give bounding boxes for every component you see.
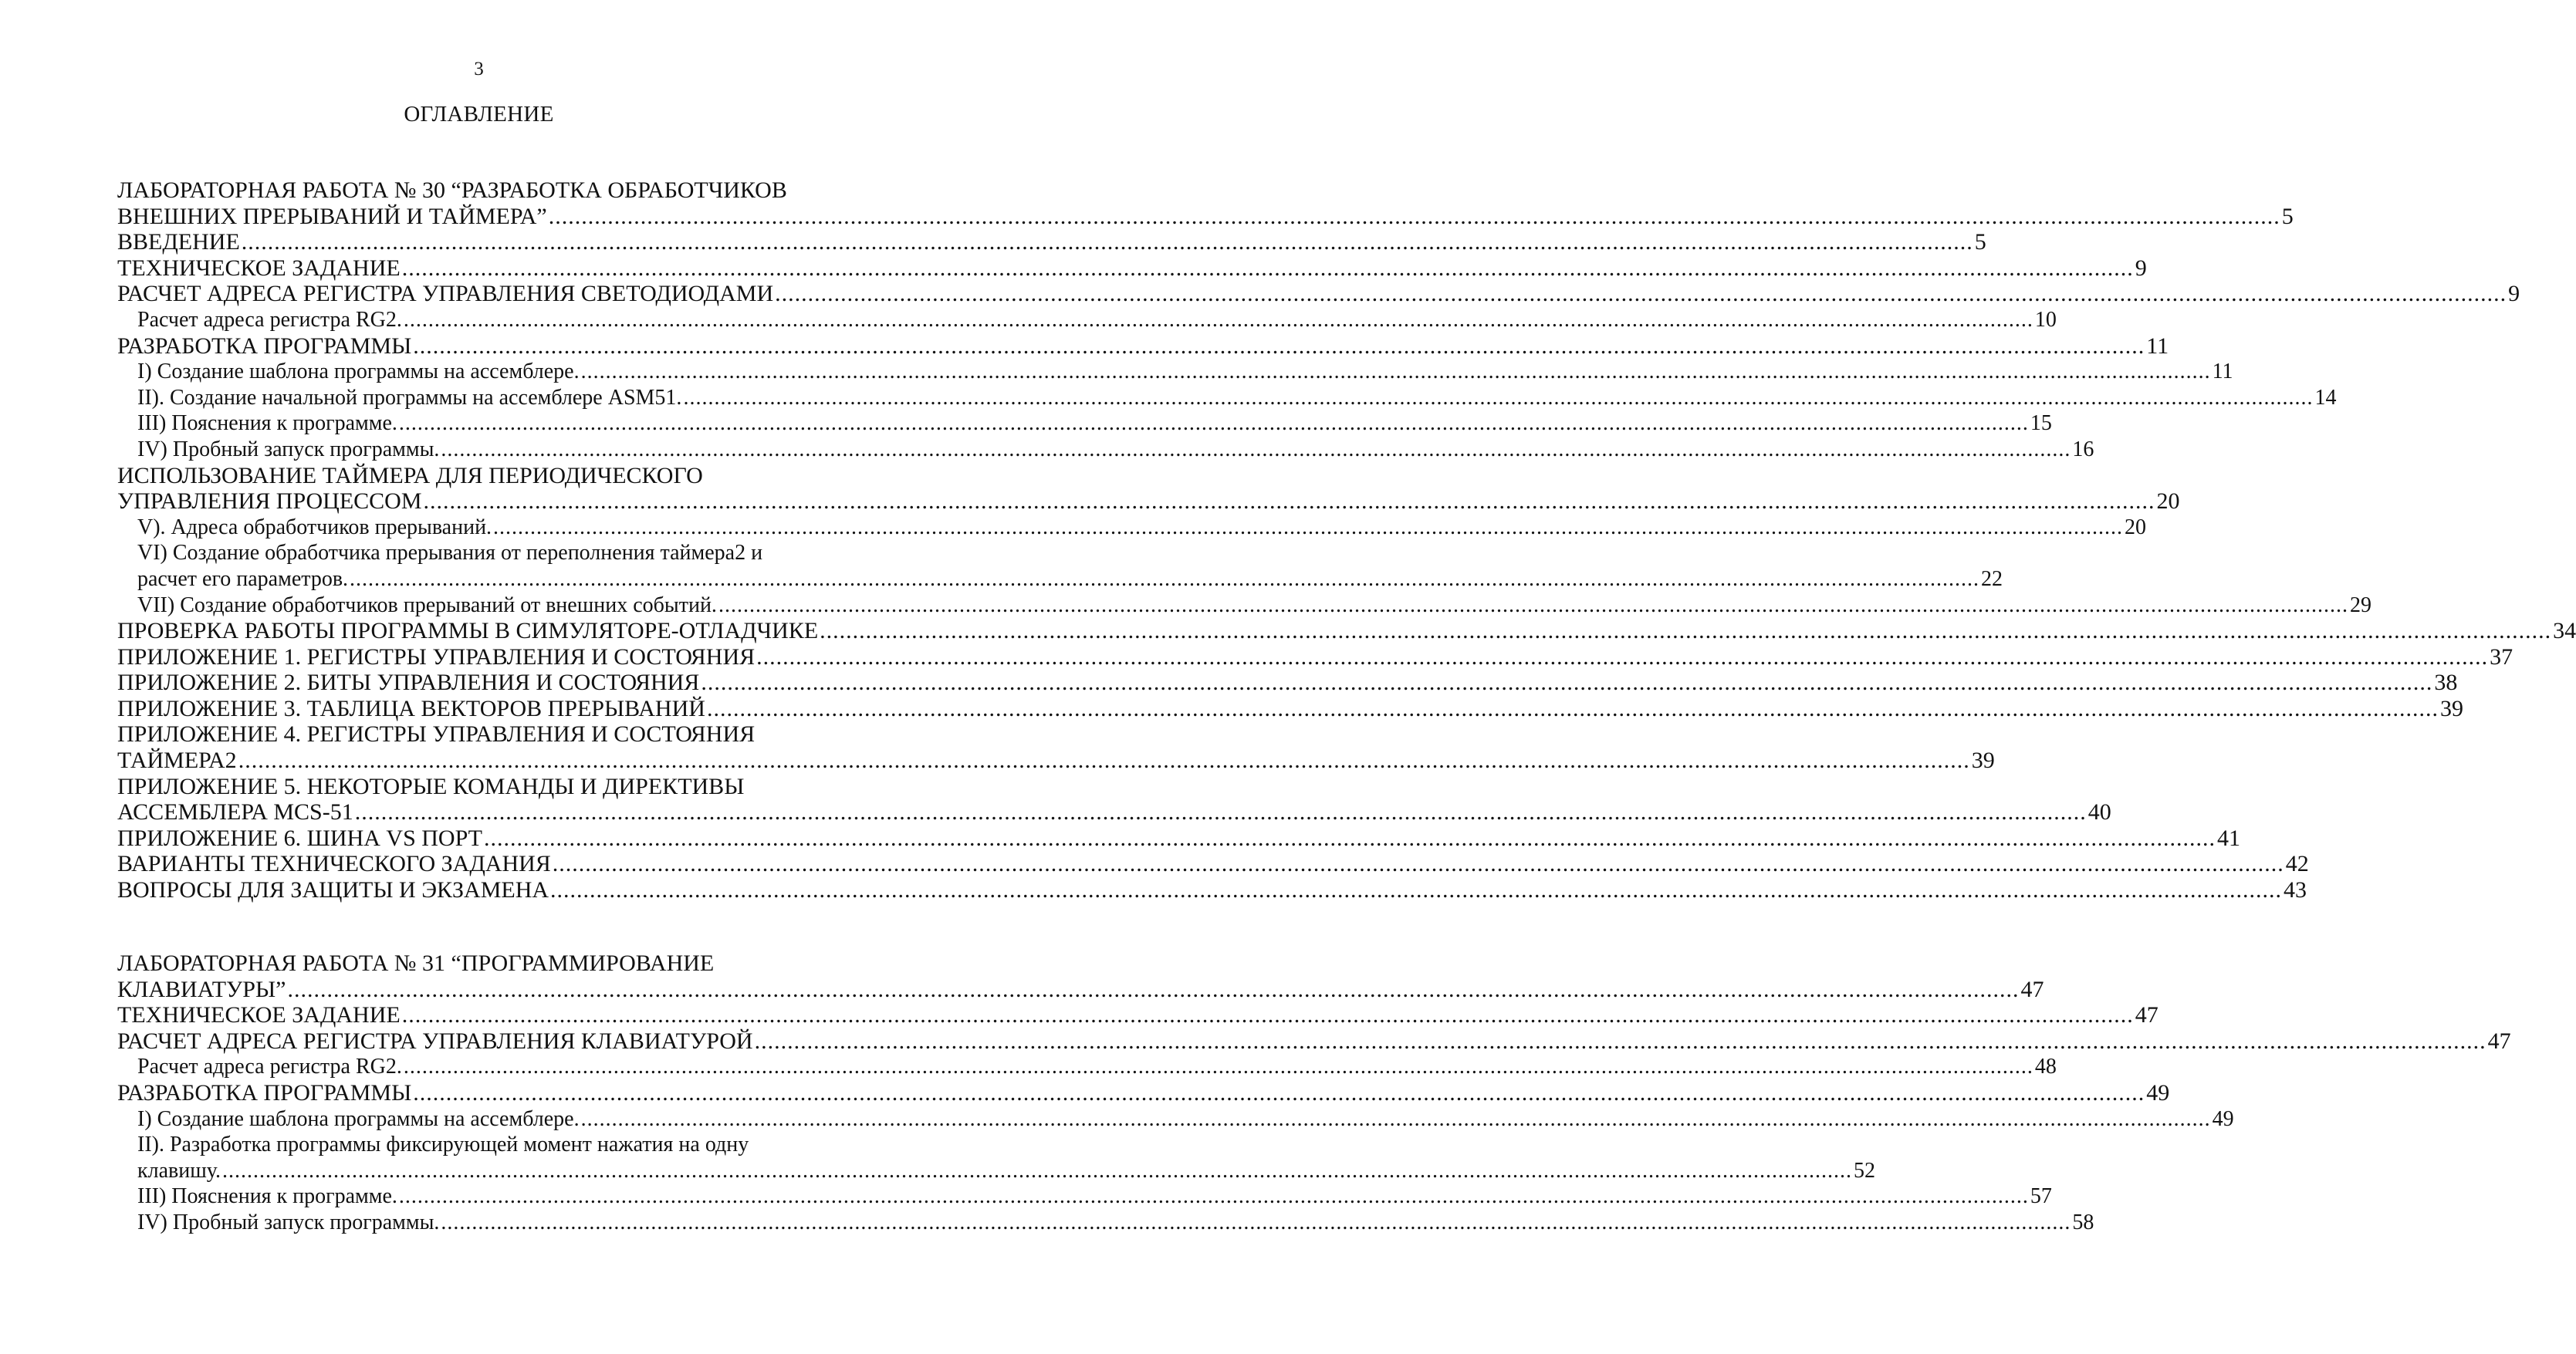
toc-dot-leader <box>242 229 1973 255</box>
toc-entry[interactable] <box>117 1132 837 1158</box>
toc-entry-page-number: 42 <box>2285 851 2309 877</box>
toc-entry-page-number: 9 <box>2135 255 2147 281</box>
toc-dot-leader <box>581 1106 2211 1133</box>
toc-entry[interactable] <box>117 566 2003 593</box>
toc-dot-leader <box>553 851 2284 877</box>
toc-entry[interactable] <box>117 437 2094 463</box>
toc-entry[interactable] <box>117 1183 2052 1210</box>
toc-entry[interactable] <box>117 488 2180 515</box>
toc-dot-leader <box>287 977 2019 1003</box>
toc-entry-page-number: 47 <box>2020 976 2044 1002</box>
toc-entry-page-number: 20 <box>2125 515 2147 539</box>
toc-dot-leader <box>755 1028 2486 1055</box>
toc-entry[interactable] <box>117 359 2233 385</box>
toc-entry-page-number: 41 <box>2216 825 2240 851</box>
toc-entry-title: ЛАБОРАТОРНАЯ РАБОТА № 30 “РАЗРАБОТКА ОБРАБОТЧИКОВ <box>117 177 787 203</box>
toc-entry[interactable] <box>117 410 2052 437</box>
toc-entry-title: ВНЕШНИХ ПРЕРЫВАНИЙ И ТАЙМЕРА” <box>117 203 547 229</box>
toc-dot-leader <box>484 826 2216 852</box>
toc-entry[interactable] <box>117 825 2240 852</box>
toc-entry-title: клавишу. <box>137 1158 221 1183</box>
toc-entry[interactable] <box>117 255 2147 282</box>
toc-dot-leader <box>550 877 2282 903</box>
page-number: 3 <box>474 59 484 79</box>
toc-entry-page-number: 58 <box>2072 1210 2094 1234</box>
toc-entry-title: ТЕХНИЧЕСКОЕ ЗАДАНИЕ <box>117 1002 401 1028</box>
toc-entry[interactable] <box>117 1158 1875 1184</box>
toc-entry-title: РАСЧЕТ АДРЕСА РЕГИСТРА УПРАВЛЕНИЯ СВЕТОДИОДАМИ <box>117 281 774 307</box>
toc-section-lab-31 <box>117 951 2511 1236</box>
toc-dot-leader <box>441 1210 2071 1236</box>
toc-entry-page-number: 40 <box>2088 799 2111 826</box>
toc-entry-page-number: 37 <box>2490 643 2513 670</box>
toc-dot-leader <box>222 1158 1852 1184</box>
toc-dot-leader <box>707 696 2439 722</box>
toc-entry-title: РАЗРАБОТКА ПРОГРАММЫ <box>117 1079 412 1106</box>
toc-entry-page-number: 48 <box>2034 1055 2057 1079</box>
toc-dot-leader <box>402 1002 2134 1028</box>
toc-entry-title: II). Создание начальной программы на ассемблере ASM51. <box>137 385 682 410</box>
toc-entry-title: Расчет адреса регистра RG2. <box>137 1055 402 1079</box>
toc-entry-page-number: 10 <box>2034 307 2057 332</box>
toc-entry-title: РАСЧЕТ АДРЕСА РЕГИСТРА УПРАВЛЕНИЯ КЛАВИАТУРОЙ <box>117 1028 753 1054</box>
toc-entry[interactable] <box>117 515 2147 541</box>
toc-entry-title: IV) Пробный запуск программы. <box>137 1210 440 1234</box>
toc-entry[interactable] <box>117 1106 2234 1133</box>
toc-entry-page-number: 16 <box>2072 437 2094 461</box>
toc-section-lab-30 <box>117 177 2576 903</box>
toc-entry-title: АССЕМБЛЕРА MCS-51 <box>117 799 353 826</box>
toc-dot-leader <box>404 307 2033 333</box>
toc-entry[interactable] <box>117 177 837 204</box>
toc-entry-title: ВВЕДЕНИЕ <box>117 229 240 255</box>
toc-entry[interactable] <box>117 643 2513 670</box>
toc-dot-leader <box>413 333 2145 360</box>
toc-entry-page-number: 49 <box>2212 1106 2234 1131</box>
toc-dot-leader <box>424 488 2155 515</box>
toc-entry-title: ПРОВЕРКА РАБОТЫ ПРОГРАММЫ В СИМУЛЯТОРЕ-ОТЛАДЧИКЕ <box>117 618 819 644</box>
toc-entry-title: ТЕХНИЧЕСКОЕ ЗАДАНИЕ <box>117 255 401 281</box>
toc-entry-title: ПРИЛОЖЕНИЕ 6. ШИНА VS ПОРТ <box>117 825 482 851</box>
toc-dot-leader <box>413 1080 2145 1106</box>
toc-entry[interactable] <box>117 463 837 489</box>
toc-entry-title: I) Создание шаблона программы на ассемблере. <box>137 1106 580 1131</box>
toc-entry-title: ИСПОЛЬЗОВАНИЕ ТАЙМЕРА ДЛЯ ПЕРИОДИЧЕСКОГО <box>117 462 703 488</box>
toc-entry[interactable] <box>117 774 837 800</box>
toc-entry-title: VI) Создание обработчика прерывания от переполнения таймера2 и <box>137 541 763 566</box>
toc-entry-page-number: 52 <box>1853 1158 1875 1183</box>
toc-dot-leader <box>402 255 2134 282</box>
toc-entry-title: расчет его параметров. <box>137 566 349 591</box>
toc-entry-page-number: 11 <box>2146 333 2169 359</box>
toc-dot-leader <box>775 281 2507 307</box>
toc-entry-title: ТАЙМЕРА2 <box>117 748 237 774</box>
toc-entry-title: V). Адреса обработчиков прерываний. <box>137 515 492 539</box>
toc-entry[interactable] <box>117 951 837 977</box>
toc-entry[interactable] <box>117 203 2294 230</box>
toc-entry-title: III) Пояснения к программе. <box>137 411 397 436</box>
toc-entry-page-number: 22 <box>1981 566 2003 591</box>
toc-entry-title: ВОПРОСЫ ДЛЯ ЗАЩИТЫ И ЭКЗАМЕНА <box>117 877 549 903</box>
toc-entry[interactable] <box>117 229 1986 255</box>
toc-dot-leader <box>441 437 2071 463</box>
toc-entry[interactable] <box>117 721 837 748</box>
toc-entry[interactable] <box>117 385 2337 411</box>
toc-dot-leader <box>820 618 2551 644</box>
toc-entry-page-number: 49 <box>2146 1079 2170 1106</box>
toc-entry[interactable] <box>117 1054 2057 1080</box>
toc-entry-title: VII) Создание обработчиков прерываний от внешних событий. <box>137 593 717 617</box>
toc-dot-leader <box>399 1183 2029 1210</box>
toc-entry[interactable] <box>117 670 2458 696</box>
toc-dot-leader <box>238 748 1970 774</box>
toc-entry-title: ВАРИАНТЫ ТЕХНИЧЕСКОГО ЗАДАНИЯ <box>117 851 551 877</box>
toc-entry[interactable] <box>117 307 2057 333</box>
toc-entry[interactable] <box>117 799 2111 826</box>
toc-dot-leader <box>350 566 1979 593</box>
toc-entry-page-number: 5 <box>1974 229 1986 255</box>
toc-dot-leader <box>701 670 2432 696</box>
toc-entry-title: ЛАБОРАТОРНАЯ РАБОТА № 31 “ПРОГРАММИРОВАНИЕ <box>117 951 715 976</box>
toc-entry-page-number: 11 <box>2212 360 2233 384</box>
toc-entry[interactable] <box>117 695 2463 722</box>
toc-entry-page-number: 43 <box>2284 877 2307 903</box>
toc-entry-page-number: 34 <box>2553 618 2576 644</box>
toc-entry-title: III) Пояснения к программе. <box>137 1184 397 1209</box>
toc-entry-title: IV) Пробный запуск программы. <box>137 437 440 461</box>
toc-entry-title: ПРИЛОЖЕНИЕ 4. РЕГИСТРЫ УПРАВЛЕНИЯ И СОСТОЯНИЯ <box>117 721 756 748</box>
toc-entry-page-number: 39 <box>2439 695 2463 721</box>
toc-entry[interactable] <box>117 1002 2158 1028</box>
toc-entry[interactable] <box>117 540 837 566</box>
toc-entry[interactable] <box>117 851 2309 877</box>
toc-entry-page-number: 9 <box>2508 281 2520 307</box>
toc-dot-leader <box>756 644 2488 670</box>
toc-entry-title: ПРИЛОЖЕНИЕ 2. БИТЫ УПРАВЛЕНИЯ И СОСТОЯНИЯ <box>117 670 700 696</box>
toc-entry-title: КЛАВИАТУРЫ” <box>117 976 286 1002</box>
toc-entry[interactable] <box>117 333 2169 360</box>
toc-entry[interactable] <box>117 1079 2170 1106</box>
toc-entry-page-number: 47 <box>2135 1002 2158 1028</box>
toc-dot-leader <box>399 410 2029 437</box>
toc-entry[interactable] <box>117 748 1995 774</box>
toc-dot-leader <box>581 359 2211 385</box>
toc-dot-leader <box>549 204 2280 230</box>
toc-entry[interactable] <box>117 281 2520 307</box>
toc-dot-leader <box>683 385 2313 411</box>
toc-entry-page-number: 15 <box>2030 411 2052 436</box>
toc-dot-leader <box>493 515 2123 541</box>
toc-entry-title: РАЗРАБОТКА ПРОГРАММЫ <box>117 333 412 359</box>
toc-entry-title: Расчет адреса регистра RG2. <box>137 307 402 332</box>
toc-entry[interactable] <box>117 618 2576 644</box>
toc-entry-page-number: 38 <box>2434 670 2458 696</box>
toc-entry-title: УПРАВЛЕНИЯ ПРОЦЕССОМ <box>117 488 422 515</box>
toc-entry-title: ПРИЛОЖЕНИЕ 5. НЕКОТОРЫЕ КОМАНДЫ И ДИРЕКТИВЫ <box>117 773 745 799</box>
toc-entry-page-number: 14 <box>2314 385 2337 410</box>
toc-entry-title: ПРИЛОЖЕНИЕ 3. ТАБЛИЦА ВЕКТОРОВ ПРЕРЫВАНИЙ <box>117 695 705 721</box>
toc-heading: ОГЛАВЛЕНИЕ <box>404 102 554 127</box>
toc-entry-title: II). Разработка программы фиксирующей момент нажатия на одну <box>137 1133 749 1157</box>
toc-entry-page-number: 5 <box>2281 203 2294 229</box>
toc-dot-leader <box>404 1054 2033 1080</box>
toc-entry-title: I) Создание шаблона программы на ассемблере. <box>137 360 580 384</box>
toc-entry-title: ПРИЛОЖЕНИЕ 1. РЕГИСТРЫ УПРАВЛЕНИЯ И СОСТОЯНИЯ <box>117 643 756 670</box>
toc-entry[interactable] <box>117 593 2371 619</box>
toc-entry[interactable] <box>117 976 2044 1003</box>
toc-entry-page-number: 57 <box>2030 1184 2052 1209</box>
toc-entry-page-number: 47 <box>2487 1028 2511 1054</box>
toc-entry-page-number: 29 <box>2349 593 2371 617</box>
toc-entry-page-number: 39 <box>1971 748 1995 774</box>
toc-entry-page-number: 20 <box>2156 488 2180 515</box>
toc-entry[interactable] <box>117 1210 2094 1236</box>
toc-entry[interactable] <box>117 877 2307 903</box>
toc-dot-leader <box>355 799 2087 826</box>
toc-dot-leader <box>718 593 2348 619</box>
toc-entry[interactable] <box>117 1028 2511 1055</box>
